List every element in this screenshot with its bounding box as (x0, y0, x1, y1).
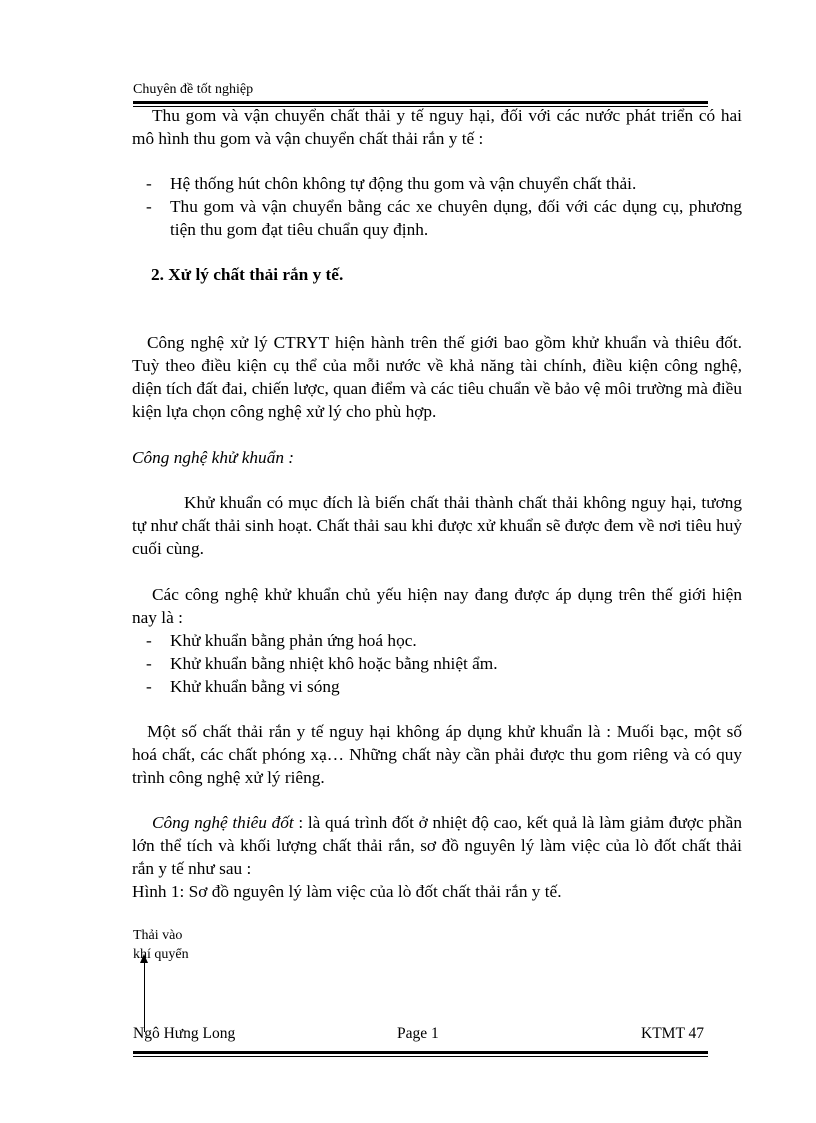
list-item: - Khử khuẩn bằng nhiệt khô hoặc bằng nhiệt ẩm. (146, 654, 498, 673)
section-heading: 2. Xử lý chất thải rắn y tế. (151, 265, 344, 284)
footer-rule-thick (133, 1051, 708, 1054)
footer-page-number: Page 1 (397, 1025, 439, 1042)
footer-author: Ngô Hưng Long (133, 1025, 236, 1042)
figure-caption: Hình 1: Sơ đồ nguyên lý làm việc của lò đốt chất thải rắn y tế. (132, 882, 562, 901)
list-item: - Hệ thống hút chôn không tự động thu gom và vận chuyển chất thải. (146, 174, 637, 193)
collection-methods-list (132, 172, 742, 241)
footer-rule-thin (133, 1056, 708, 1057)
footer-class: KTMT 47 (641, 1025, 705, 1042)
disinfection-methods-list (132, 629, 742, 698)
incineration-term: Công nghệ thiêu đốt (152, 813, 294, 832)
paragraph-treatment-tech: Công nghệ xử lý CTRYT hiện hành trên thế giới bao gồm khử khuẩn và thiêu đốt. Tuỳ theo điều kiện cụ thể của mỗi nước về khả năng tài chính, điều kiện công nghệ, diện tích đất đai, chiến lược, quan điểm và các tiêu chuẩn về bảo vệ môi trường mà điều kiện lựa chọn công nghệ xử lý cho phù hợp. (132, 333, 742, 421)
diagram-label-atmosphere: Thải vào khí quyển (133, 928, 189, 962)
diagram-arrow-line (144, 962, 145, 1032)
document-body (132, 104, 742, 903)
running-header: Chuyên đề tốt nghiệp (133, 82, 254, 97)
list-item: - Thu gom và vận chuyển bằng các xe chuyên dụng, đối với các dụng cụ, phương tiện thu gom đạt tiêu chuẩn quy định. (146, 197, 742, 239)
list-item: - Khử khuẩn bằng vi sóng (146, 677, 340, 696)
paragraph-disinfection-methods: Các công nghệ khử khuẩn chủ yếu hiện nay đang được áp dụng trên thế giới hiện nay là : (132, 585, 742, 627)
paragraph-excluded-waste: Một số chất thải rắn y tế nguy hại không áp dụng khử khuẩn là : Muối bạc, một số hoá chất, các chất phóng xạ… Những chất này cần phải được thu gom riêng và có quy trình công nghệ xử lý riêng. (132, 722, 742, 787)
paragraph-incineration: Công nghệ thiêu đốt : là quá trình đốt ở nhiệt độ cao, kết quả là làm giảm được phần lớn thể tích và khối lượng chất thải rắn, sơ đồ nguyên lý làm việc của lò đốt chất thải rắn y tế như sau : (132, 813, 742, 878)
paragraph-disinfection-purpose: Khử khuẩn có mục đích là biến chất thải thành chất thải không nguy hại, tương tự như chất thải sinh hoạt. Chất thải sau khi được xử khuẩn sẽ được đem về nơi tiêu huỷ cuối cùng. (132, 493, 742, 558)
subheading-disinfection: Công nghệ khử khuẩn : (132, 448, 295, 467)
paragraph-collection: Thu gom và vận chuyển chất thải y tế nguy hại, đối với các nước phát triển có hai mô hình thu gom và vận chuyển chất thải rắn y tế : (132, 106, 742, 148)
list-item: - Khử khuẩn bằng phản ứng hoá học. (146, 631, 417, 650)
